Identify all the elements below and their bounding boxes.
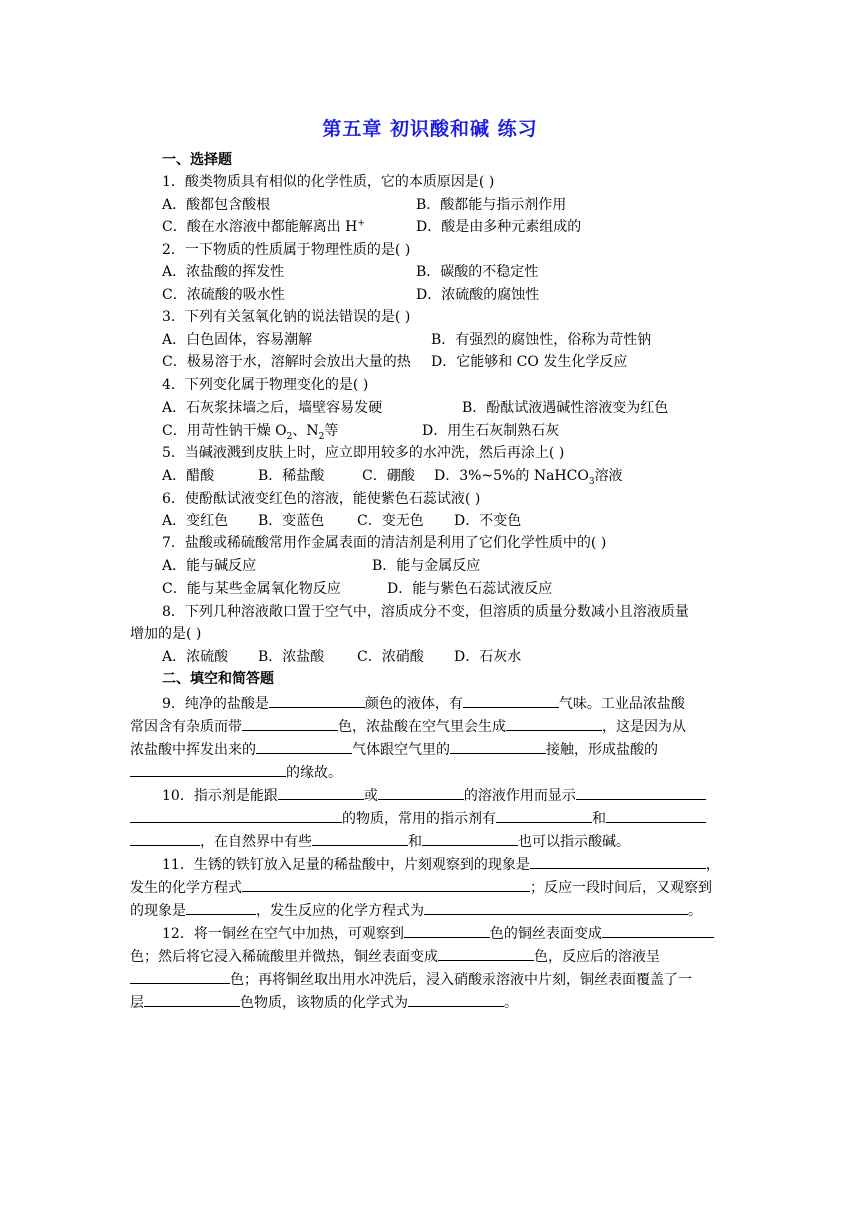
- question-4-option-d: D．用生石灰制熟石灰: [422, 423, 560, 439]
- question-11-line-3: 的现象是 ，发生反应的化学方程式为 。: [130, 899, 702, 921]
- question-3-option-a: A．白色固体，容易潮解: [162, 332, 313, 348]
- blank[interactable]: [256, 738, 352, 754]
- blank[interactable]: [278, 784, 364, 800]
- question-5-option-b: B．稀盐酸: [258, 468, 325, 484]
- blank[interactable]: [576, 784, 706, 800]
- section-heading-choice: 一、选择题: [162, 152, 232, 168]
- blank[interactable]: [269, 692, 365, 708]
- question-1-option-c: C．酸在水溶液中都能解离出 H+: [162, 218, 365, 235]
- question-4-stem: 4．下列变化属于物理变化的是( ): [162, 377, 369, 393]
- question-5-option-a: A．醋酸: [162, 468, 215, 484]
- question-9-line-4: 的缘故。: [130, 761, 342, 783]
- blank[interactable]: [130, 968, 230, 984]
- blank[interactable]: [438, 945, 534, 961]
- question-10-line-1: 10．指示剂是能跟 或 的溶液作用而显示: [162, 784, 706, 806]
- blank[interactable]: [450, 738, 546, 754]
- question-11-line-2: 发生的化学方程式 ；反应一段时间后，又观察到: [130, 876, 712, 898]
- blank[interactable]: [378, 784, 464, 800]
- question-2-option-d: D．浓硫酸的腐蚀性: [416, 287, 540, 303]
- question-10-line-3: ，在自然界中有些 和 也可以指示酸碱。: [130, 830, 630, 852]
- blank[interactable]: [312, 830, 408, 846]
- question-7-option-c: C．能与某些金属氧化物反应: [162, 581, 341, 597]
- question-12-line-1: 12．将一铜丝在空气中加热，可观察到 色的铜丝表面变成: [162, 922, 714, 944]
- question-3-option-c: C．极易溶于水，溶解时会放出大量的热: [162, 354, 411, 370]
- question-9-line-3: 浓盐酸中挥发出来的 气体跟空气里的 接触，形成盐酸的: [130, 738, 658, 760]
- question-7-option-d: D．能与紫色石蕊试液反应: [387, 581, 553, 597]
- question-1-option-a: A．酸都包含酸根: [162, 197, 271, 213]
- question-6-option-d: D．不变色: [454, 513, 522, 529]
- question-2-option-c: C．浓硫酸的吸水性: [162, 287, 285, 303]
- question-3-option-d: D．它能够和 CO 发生化学反应: [431, 354, 628, 370]
- blank[interactable]: [463, 692, 559, 708]
- question-6-option-c: C．变无色: [357, 513, 424, 529]
- question-3-stem: 3．下列有关氢氧化钠的说法错误的是( ): [162, 309, 411, 325]
- question-5-option-c: C．硼酸: [362, 468, 415, 484]
- blank[interactable]: [530, 853, 706, 869]
- question-7-option-b: B．能与金属反应: [372, 558, 481, 574]
- question-12-line-3: 色；再将铜丝取出用水冲洗后，浸入硝酸汞溶液中片刻，铜丝表面覆盖了一: [130, 968, 692, 990]
- blank[interactable]: [404, 922, 490, 938]
- question-5-stem: 5．当碱液溅到皮肤上时，应立即用较多的水冲洗，然后再涂上( ): [162, 445, 565, 461]
- question-8-option-a: A．浓硫酸: [162, 649, 229, 665]
- question-9-line-1: 9．纯净的盐酸是 颜色的液体，有 气味。工业品浓盐酸: [162, 692, 685, 714]
- question-1-option-b: B．酸都能与指示剂作用: [416, 197, 567, 213]
- question-8-option-c: C．浓硝酸: [357, 649, 424, 665]
- blank[interactable]: [130, 761, 286, 777]
- blank[interactable]: [496, 807, 592, 823]
- question-8-stem: 8．下列几种溶液敞口置于空气中，溶质成分不变，但溶质的质量分数减小且溶液质量: [162, 604, 689, 620]
- blank[interactable]: [602, 922, 714, 938]
- blank[interactable]: [506, 715, 602, 731]
- blank[interactable]: [130, 830, 200, 846]
- blank[interactable]: [424, 899, 688, 915]
- blank[interactable]: [408, 991, 504, 1007]
- blank[interactable]: [242, 715, 338, 731]
- blank[interactable]: [422, 830, 518, 846]
- question-3-option-b: B．有强烈的腐蚀性，俗称为苛性钠: [431, 332, 652, 348]
- question-6-option-a: A．变红色: [162, 513, 229, 529]
- question-5-option-d: D．3%~5%的 NaHCO$_3$溶液: [434, 468, 623, 487]
- question-9-line-2: 常因含有杂质而带 色，浓盐酸在空气里会生成 ，这是因为从: [130, 715, 686, 737]
- blank[interactable]: [186, 899, 256, 915]
- blank[interactable]: [242, 876, 530, 892]
- page-title: 第五章 初识酸和碱 练习: [322, 118, 538, 140]
- question-6-stem: 6．使酚酞试液变红色的溶液，能使紫色石蕊试液( ): [162, 491, 481, 507]
- question-8-option-d: D．石灰水: [454, 649, 522, 665]
- question-4-option-b: B．酚酞试液遇碱性溶液变为红色: [462, 400, 669, 416]
- question-7-option-a: A．能与碱反应: [162, 558, 257, 574]
- question-2-option-b: B．碳酸的不稳定性: [416, 264, 539, 280]
- question-4-option-a: A．石灰浆抹墙之后，墙壁容易发硬: [162, 400, 383, 416]
- blank[interactable]: [144, 991, 240, 1007]
- blank[interactable]: [606, 807, 706, 823]
- section-heading-fill: 二、填空和简答题: [162, 671, 274, 687]
- question-7-stem: 7．盐酸或稀硫酸常用作金属表面的清洁剂是利用了它们化学性质中的( ): [162, 535, 607, 551]
- question-12-line-2: 色；然后将它浸入稀硫酸里并微热，铜丝表面变成 色，反应后的溶液呈: [130, 945, 660, 967]
- blank[interactable]: [130, 807, 342, 823]
- question-1-option-d: D．酸是由多种元素组成的: [416, 219, 582, 235]
- question-2-option-a: A．浓盐酸的挥发性: [162, 264, 285, 280]
- question-11-line-1: 11．生锈的铁钉放入足量的稀盐酸中，片刻观察到的现象是 ，: [162, 853, 720, 875]
- question-4-option-c: C．用苛性钠干燥 $O_2$、$N_2$等: [162, 423, 339, 442]
- question-10-line-2: 的物质，常用的指示剂有 和: [130, 807, 706, 829]
- question-12-line-4: 层 色物质，该物质的化学式为 。: [130, 991, 518, 1013]
- question-1-stem: 1．酸类物质具有相似的化学性质，它的本质原因是( ): [162, 174, 495, 190]
- question-8-stem-cont: 增加的是( ): [130, 626, 202, 642]
- question-2-stem: 2．一下物质的性质属于物理性质的是( ): [162, 242, 411, 258]
- question-8-option-b: B．浓盐酸: [258, 649, 325, 665]
- question-6-option-b: B．变蓝色: [258, 513, 325, 529]
